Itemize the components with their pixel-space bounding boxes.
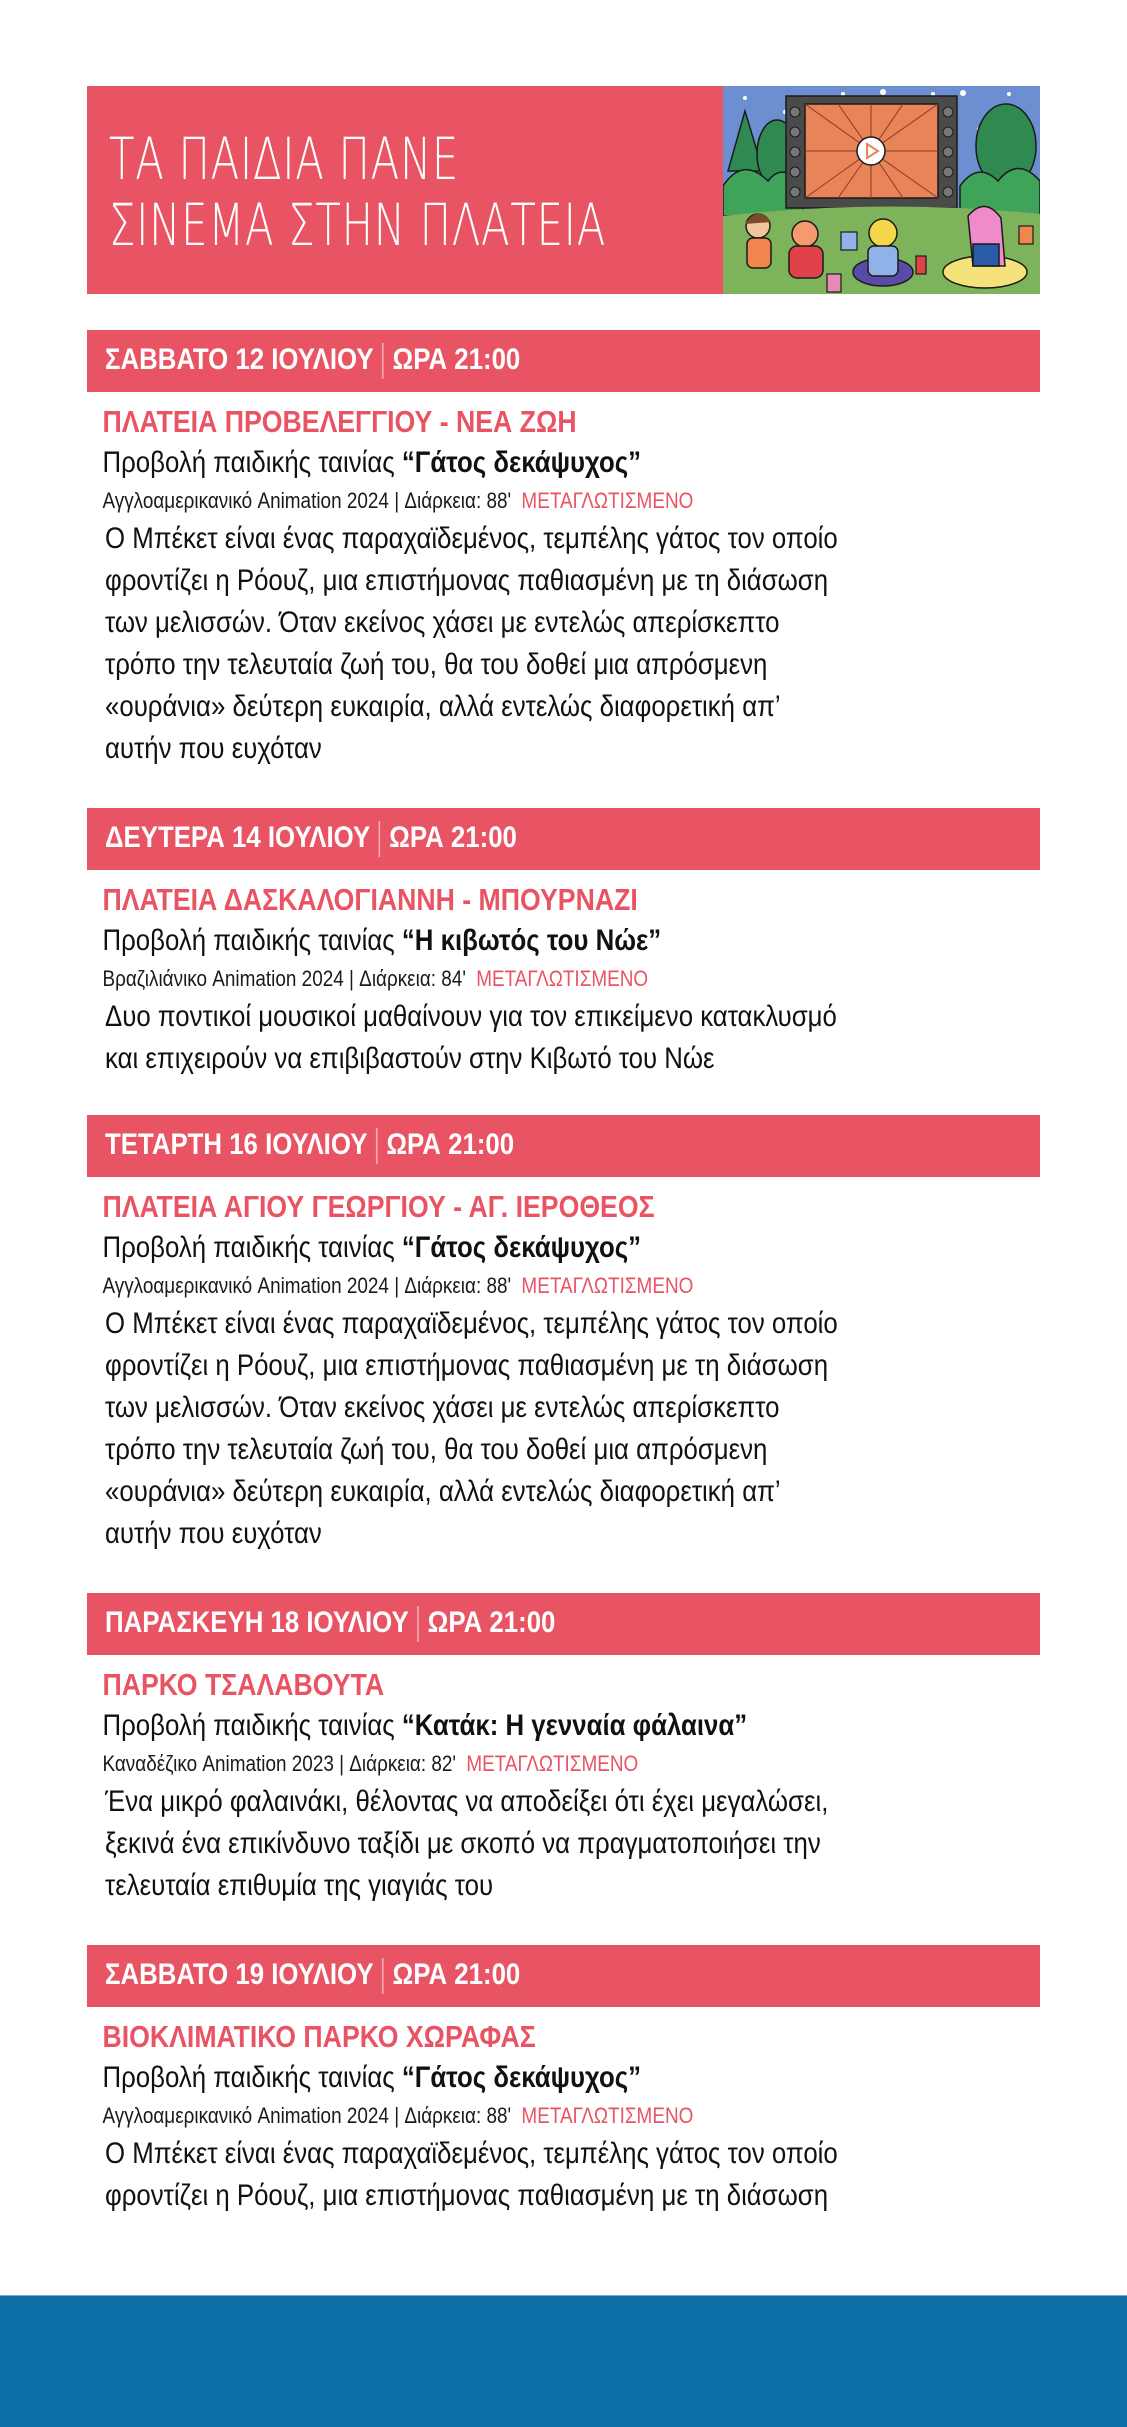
separator	[379, 821, 381, 857]
screening-date: ΣΑΒΒΑΤΟ 19 ΙΟΥΛΙΟΥ	[105, 1957, 374, 1991]
footer-bar	[0, 2295, 1127, 2427]
page-title	[109, 125, 607, 259]
film-title: “Κατάκ: Η γενναία φάλαινα”	[401, 1709, 748, 1742]
film-prefix: Προβολή παιδικής ταινίας	[102, 924, 402, 957]
date-banner	[87, 1115, 1040, 1177]
film-line	[87, 442, 907, 484]
page-header	[87, 86, 1040, 294]
description-line: «ουράνια» δεύτερη ευκαιρία, αλλά εντελώς διαφορετική απ’	[105, 1475, 781, 1508]
film-line	[87, 2057, 907, 2099]
description-line: αυτήν που ευχόταν	[105, 732, 322, 765]
dubbed-label: ΜΕΤΑΓΛΩΤΙΣΜΕΝΟ	[521, 488, 694, 513]
screening-4	[87, 1593, 1040, 1907]
film-description	[87, 518, 1040, 770]
film-prefix: Προβολή παιδικής ταινίας	[102, 2061, 402, 2094]
film-line	[87, 1705, 907, 1747]
description-line: «ουράνια» δεύτερη ευκαιρία, αλλά εντελώς διαφορετική απ’	[105, 690, 781, 723]
meta-text: Αγγλοαμερικανικό Animation 2024 | Διάρκεια: 88'	[102, 2103, 512, 2128]
screening-time: ΩΡΑ 21:00	[427, 1605, 556, 1639]
separator	[382, 343, 384, 379]
film-meta	[87, 484, 907, 518]
screening-1	[87, 330, 1040, 770]
description-line: Ένα μικρό φαλαινάκι, θέλοντας να αποδείξει ότι έχει μεγαλώσει,	[105, 1785, 829, 1818]
film-meta	[87, 2099, 907, 2133]
screening-date: ΠΑΡΑΣΚΕΥΗ 18 ΙΟΥΛΙΟΥ	[105, 1605, 409, 1639]
description-line: Ο Μπέκετ είναι ένας παραχαϊδεμένος, τεμπέλης γάτος τον οποίο	[105, 522, 838, 555]
screening-date: ΤΕΤΑΡΤΗ 16 ΙΟΥΛΙΟΥ	[105, 1127, 368, 1161]
screening-date: ΔΕΥΤΕΡΑ 14 ΙΟΥΛΙΟΥ	[105, 820, 371, 854]
title-line-1: ΤΑ ΠΑΙΔΙΑ ΠΑΝΕ	[109, 125, 460, 193]
description-line: τρόπο την τελευταία ζωή του, θα του δοθεί μια απρόσμενη	[105, 648, 768, 681]
dubbed-label: ΜΕΤΑΓΛΩΤΙΣΜΕΝΟ	[466, 1751, 639, 1776]
date-banner	[87, 1945, 1040, 2007]
popcorn-icon	[841, 232, 857, 250]
separator	[417, 1606, 419, 1642]
date-banner	[87, 330, 1040, 392]
film-meta	[87, 1747, 907, 1781]
venue: ΠΛΑΤΕΙΑ ΔΑΣΚΑΛΟΓΙΑΝΝΗ - ΜΠΟΥΡΝΑΖΙ	[102, 882, 638, 917]
screening-5	[87, 1945, 1040, 2217]
description-line: Ο Μπέκετ είναι ένας παραχαϊδεμένος, τεμπέλης γάτος τον οποίο	[105, 2137, 838, 2170]
title-line-2: ΣΙΝΕΜΑ ΣΤΗΝ ΠΛΑΤΕΙΑ	[109, 191, 607, 259]
screening-3	[87, 1115, 1040, 1555]
description-line: αυτήν που ευχόταν	[105, 1517, 322, 1550]
description-line: τελευταία επιθυμία της γιαγιάς του	[105, 1869, 494, 1902]
dubbed-label: ΜΕΤΑΓΛΩΤΙΣΜΕΝΟ	[476, 966, 649, 991]
popcorn-icon	[1019, 226, 1033, 244]
meta-text: Καναδέζικο Animation 2023 | Διάρκεια: 82'	[102, 1751, 457, 1776]
film-prefix: Προβολή παιδικής ταινίας	[102, 1231, 402, 1264]
film-title: “Η κιβωτός του Νώε”	[401, 924, 662, 957]
screening-time: ΩΡΑ 21:00	[392, 1957, 521, 1991]
play-icon	[857, 137, 885, 165]
meta-text: Αγγλοαμερικανικό Animation 2024 | Διάρκεια: 88'	[102, 1273, 512, 1298]
description-line: φροντίζει η Ρόουζ, μια επιστήμονας παθιασμένη με τη διάσωση	[105, 564, 829, 597]
screening-time: ΩΡΑ 21:00	[386, 1127, 515, 1161]
venue: ΠΑΡΚΟ ΤΣΑΛΑΒΟΥΤΑ	[102, 1667, 385, 1702]
film-title: “Γάτος δεκάψυχος”	[401, 1231, 642, 1264]
popcorn-icon	[827, 274, 841, 292]
screening-2	[87, 808, 1040, 1080]
description-line: και επιχειρούν να επιβιβαστούν στην Κιβωτό του Νώε	[105, 1042, 715, 1075]
date-banner	[87, 1593, 1040, 1655]
film-prefix: Προβολή παιδικής ταινίας	[102, 1709, 402, 1742]
separator	[382, 1958, 384, 1994]
description-line: Ο Μπέκετ είναι ένας παραχαϊδεμένος, τεμπέλης γάτος τον οποίο	[105, 1307, 838, 1340]
film-description	[87, 2133, 1040, 2217]
film-prefix: Προβολή παιδικής ταινίας	[102, 446, 402, 479]
description-line: των μελισσών. Όταν εκείνος χάσει με εντελώς απερίσκεπτο	[105, 606, 780, 639]
drink-icon	[916, 256, 926, 274]
venue: ΒΙΟΚΛΙΜΑΤΙΚΟ ΠΑΡΚΟ ΧΩΡΑΦΑΣ	[102, 2019, 536, 2054]
film-title: “Γάτος δεκάψυχος”	[401, 446, 642, 479]
film-line	[87, 1227, 907, 1269]
film-line	[87, 920, 907, 962]
dubbed-label: ΜΕΤΑΓΛΩΤΙΣΜΕΝΟ	[521, 2103, 694, 2128]
film-title: “Γάτος δεκάψυχος”	[401, 2061, 642, 2094]
description-line: των μελισσών. Όταν εκείνος χάσει με εντελώς απερίσκεπτο	[105, 1391, 780, 1424]
separator	[376, 1128, 378, 1164]
description-line: Δυο ποντικοί μουσικοί μαθαίνουν για τον επικείμενο κατακλυσμό	[105, 1000, 837, 1033]
description-line: φροντίζει η Ρόουζ, μια επιστήμονας παθιασμένη με τη διάσωση	[105, 2179, 829, 2212]
meta-text: Βραζιλιάνικο Animation 2024 | Διάρκεια: 84'	[102, 966, 466, 991]
description-line: τρόπο την τελευταία ζωή του, θα του δοθεί μια απρόσμενη	[105, 1433, 768, 1466]
open-air-cinema-illustration	[723, 86, 1040, 294]
description-line: ξεκινά ένα επικίνδυνο ταξίδι με σκοπό να πραγματοποιήσει την	[105, 1827, 821, 1860]
screening-date: ΣΑΒΒΑΤΟ 12 ΙΟΥΛΙΟΥ	[105, 342, 374, 376]
film-meta	[87, 1269, 907, 1303]
venue: ΠΛΑΤΕΙΑ ΑΓΙΟΥ ΓΕΩΡΓΙΟΥ - ΑΓ. ΙΕΡΟΘΕΟΣ	[102, 1189, 655, 1224]
film-description	[87, 1303, 1040, 1555]
screening-time: ΩΡΑ 21:00	[389, 820, 517, 854]
meta-text: Αγγλοαμερικανικό Animation 2024 | Διάρκεια: 88'	[102, 488, 512, 513]
dubbed-label: ΜΕΤΑΓΛΩΤΙΣΜΕΝΟ	[521, 1273, 694, 1298]
description-line: φροντίζει η Ρόουζ, μια επιστήμονας παθιασμένη με τη διάσωση	[105, 1349, 829, 1382]
film-meta	[87, 962, 907, 996]
date-banner	[87, 808, 1040, 870]
film-description	[87, 1781, 1040, 1907]
venue: ΠΛΑΤΕΙΑ ΠΡΟΒΕΛΕΓΓΙΟΥ - ΝΕΑ ΖΩΗ	[102, 404, 577, 439]
film-description	[87, 996, 1040, 1080]
screening-time: ΩΡΑ 21:00	[392, 342, 521, 376]
